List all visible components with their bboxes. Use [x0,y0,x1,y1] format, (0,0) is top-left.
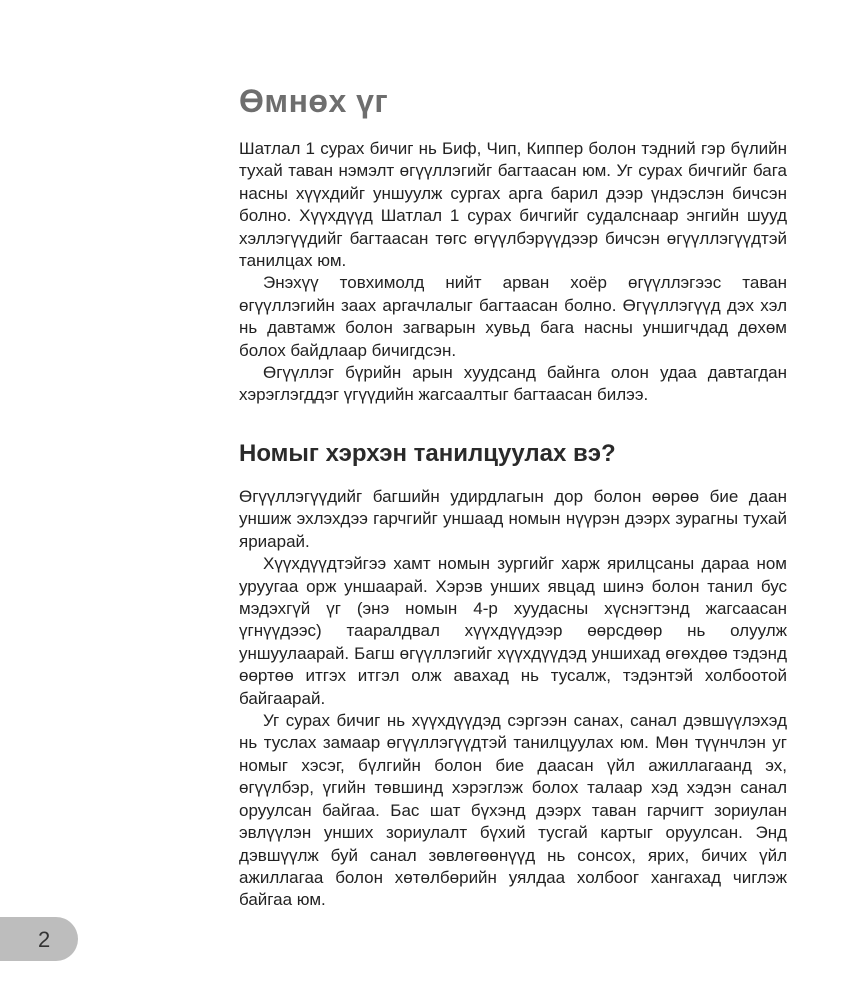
preface-paragraph: Шатлал 1 сурах бичиг нь Биф, Чип, Киппер болон тэдний гэр бүлийн тухай таван нэмэлт өгүүллэгийг багтаасан юм. Уг сурах бичгийг бага насны хүүхдийг уншуулж сургах арга барил дээр үндэслэн бичсэн болно. Хүүхдүүд Шатлал 1 сурах бичгийг судалснаар энгийн шууд хэллэгүүдийг багтаасан төгс өгүүлбэрүүдээр бичсэн өгүүллэгүүдтэй танилцах юм. [239,139,787,271]
introduction-paragraph: Хүүхдүүдтэйгээ хамт номын зургийг харж ярилцсаны дараа ном уруугаа орж уншаарай. Хэрэв унших явцад шинэ болон танил бус мэдэхгүй үг (энэ номын 4-р хуудасны хүснэгтэнд жагсаасан үгнүүдээс) тааралдвал хүүхдүүдээр өөрсдөөр нь олуулж уншуулаарай. Багш өгүүллэгийг хүүхдүүдэд уншихад өгөхдөө тэдэнд өөртөө итгэх итгэл олж авахад нь тусалж, тэдэнтэй холбоотой байгаарай. [239,554,787,708]
introduction-section [239,486,787,912]
page-number-badge [0,917,78,961]
introduction-paragraph: Уг сурах бичиг нь хүүхдүүдэд сэргээн санах, санал дэвшүүлэхэд нь туслах замаар өгүүллэгүүдтэй танилцуулах юм. Мөн түүнчлэн уг номыг хэсэг, бүлгийн болон бие даасан үйл ажиллагаанд эх, өгүүлбэр, үгийн төвшинд хэрэглэж болох талаар хэд хэдэн санал оруулсан байгаа. Бас шат бүхэнд дээрх таван гарчигт зориулан эвлүүлэн унших зориулалт бүхий тусгай картыг оруулсан. Энд дэвшүүлж буй санал зөвлөгөөнүүд нь сонсох, ярих, бичих үйл ажиллагаа болон хөтөлбөрийн уялдаа холбоог хангахад чиглэж байгаа юм. [239,711,787,910]
section-title-introduction: Номыг хэрхэн танилцуулах вэ? [239,440,616,467]
preface-paragraph: Энэхүү товхимолд нийт арван хоёр өгүүллэгээс таван өгүүллэгийн заах аргачлалыг багтаасан болно. Өгүүллэгүүд дэх хэл нь давтамж болон загварын хувьд бага насны уншигчдад дөхөм болох байдлаар бичигдсэн. [239,273,787,360]
introduction-paragraph: Өгүүллэгүүдийг багшийн удирдлагын дор болон өөрөө бие даан уншиж эхлэхдээ гарчгийг уншаад номын нүүрэн дээрх зурагны тухай яриарай. [239,487,787,551]
preface-paragraph: Өгүүллэг бүрийн арын хуудсанд байнга олон удаа давтагдан хэрэглэгддэг үгүүдийн жагсаалтыг багтаасан билээ. [239,363,787,405]
section-title-preface: Өмнөх үг [239,83,389,119]
preface-section [239,138,787,407]
page-number: 2 [38,927,51,952]
